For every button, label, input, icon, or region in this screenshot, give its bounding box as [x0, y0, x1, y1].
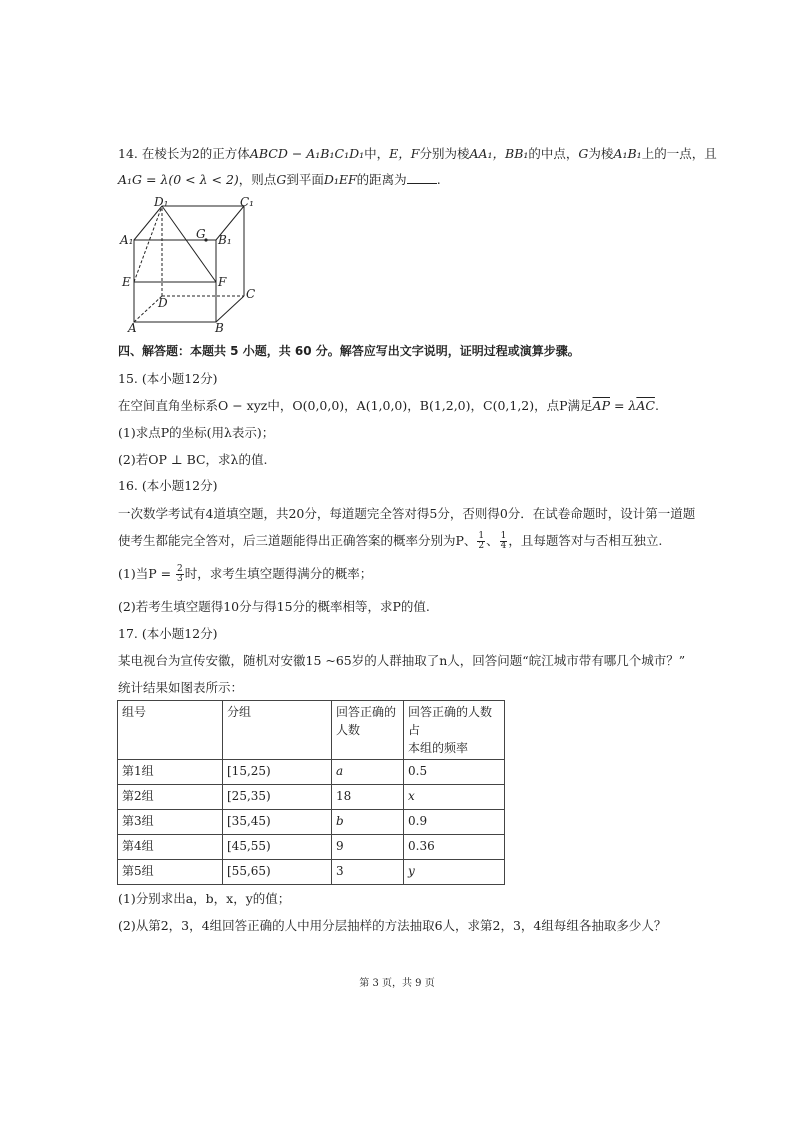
fraction-1-4 [500, 532, 508, 551]
q15-sub-1: (1)求点P的坐标(用λ表示)； [118, 425, 275, 440]
fraction-2-3 [176, 565, 184, 584]
table-cell: x [404, 785, 505, 810]
q14-text: 的中点， [528, 146, 579, 161]
q14-g: G [578, 146, 589, 161]
q16-text: 、 [486, 533, 499, 548]
q16-text: 时，求考生填空题得满分的概率； [184, 566, 373, 581]
table-header-cell [332, 701, 404, 760]
table-header-row [118, 701, 505, 760]
table-row [118, 860, 505, 885]
q14-text: 分别为棱 [419, 146, 470, 161]
table-cell: a [332, 760, 404, 785]
table-cell: 0.9 [404, 810, 505, 835]
q14-plane: D₁EF [323, 172, 357, 187]
table-cell: 0.5 [404, 760, 505, 785]
header-text: 回答正确的人数占 [408, 705, 493, 737]
q15-header: 15. (本小题12分) [118, 371, 218, 386]
q14-line-1 [118, 145, 717, 163]
table-row [118, 835, 505, 860]
table-cell: b [332, 810, 404, 835]
label-b1: B₁ [218, 233, 232, 247]
table-header-cell [223, 701, 332, 760]
table-cell: 9 [332, 835, 404, 860]
table-cell: 第4组 [118, 835, 223, 860]
header-text: 本组的频率 [408, 741, 469, 755]
q14-edge: A₁B₁ [613, 146, 642, 161]
q14-text: ，则点 [238, 172, 277, 187]
table-cell: y [404, 860, 505, 885]
q14-edges: AA₁，BB₁ [469, 146, 529, 161]
table-cell: 18 [332, 785, 404, 810]
header-text: 人数 [336, 723, 361, 737]
edge-bc [216, 296, 244, 322]
label-d1: D₁ [154, 195, 169, 209]
results-table [117, 700, 505, 885]
q17-sub-1: (1)分别求出a，b，x，y的值； [118, 891, 291, 906]
label-c: C [246, 287, 256, 301]
edge-a1d1 [134, 206, 162, 240]
header-text: 分组 [227, 705, 252, 719]
table-cell: [15,25) [223, 760, 332, 785]
table-header-cell [118, 701, 223, 760]
label-b: B [215, 321, 224, 334]
table-row [118, 810, 505, 835]
table-cell: [45,55) [223, 835, 332, 860]
table-row [118, 760, 505, 785]
q17-sub-2: (2)从第2，3，4组回答正确的人中用分层抽样的方法抽取6人，求第2，3，4组每组各抽取多少人？ [118, 918, 667, 933]
front-face [134, 240, 216, 322]
section-heading: 四、解答题：本题共 5 小题，共 60 分。解答应写出文字说明，证明过程或演算步骤。 [118, 344, 580, 358]
denominator: 2 [478, 541, 485, 551]
table-cell: 第5组 [118, 860, 223, 885]
q14-text: 到平面 [286, 172, 324, 187]
page-footer: 第 3 页，共 9 页 [359, 978, 435, 989]
q14-g: G [276, 172, 287, 187]
table-cell: 第1组 [118, 760, 223, 785]
answer-blank[interactable] [407, 171, 437, 184]
table-cell: 3 [332, 860, 404, 885]
q15-text: 在空间直角坐标系O − xyz中，O(0,0,0)，A(1,0,0)，B(1,2,0)，C(0,1,2)，点P满足 [118, 398, 593, 413]
q16-line-2 [118, 532, 662, 551]
q17-header: 17. (本小题12分) [118, 626, 218, 641]
q16-text: (1)当P = [118, 566, 176, 581]
table-cell: 第2组 [118, 785, 223, 810]
header-text: 回答正确的 [336, 705, 397, 719]
q14-line-2 [118, 171, 441, 189]
vector-ap: $\overline{AP}$ [592, 398, 610, 413]
label-a1: A₁ [120, 233, 134, 247]
q16-text: ，且每题答对与否相互独立. [508, 533, 663, 548]
q14-text: 14. 在棱长为2的正方体 [118, 146, 250, 161]
q15-line-1 [118, 397, 659, 415]
header-text: 组号 [122, 705, 147, 719]
q16-sub-1 [118, 565, 372, 584]
numerator: 1 [478, 531, 485, 541]
q17-line-2: 统计结果如图表所示： [118, 680, 244, 695]
denominator: 4 [500, 541, 507, 551]
table-cell: [35,45) [223, 810, 332, 835]
q16-sub-2: (2)若考生填空题得10分与得15分的概率相等，求P的值. [118, 599, 430, 614]
q15-sub-2: (2)若OP ⊥ BC，求λ的值. [118, 452, 268, 467]
table-cell: 0.36 [404, 835, 505, 860]
q14-text: 中， [364, 146, 390, 161]
q16-line-1: 一次数学考试有4道填空题，共20分，每道题完全答对得5分，否则得0分．在试卷命题时，设计第一道题 [118, 506, 696, 521]
label-c1: C₁ [240, 195, 254, 209]
segment-d1f [162, 206, 216, 282]
table-row [118, 785, 505, 810]
q14-condition: A₁G = λ(0 < λ < 2) [118, 172, 239, 187]
q15-text: . [654, 398, 659, 413]
cube-diagram [118, 192, 268, 334]
q17-line-1: 某电视台为宣传安徽，随机对安徽15 ~65岁的人群抽取了n人，回答问题“皖江城市带有哪几个城市？” [118, 653, 686, 668]
q14-text: 上的一点，且 [641, 146, 717, 161]
q15-eq: = λ [610, 398, 637, 413]
denominator: 3 [177, 574, 183, 584]
q14-text: 为棱 [588, 146, 614, 161]
table-cell: [25,35) [223, 785, 332, 810]
q14-cube-name: ABCD − A₁B₁C₁D₁ [249, 146, 365, 161]
table-cell: [55,65) [223, 860, 332, 885]
numerator: 2 [177, 564, 183, 574]
label-d: D [158, 296, 168, 310]
label-g: G [196, 227, 206, 241]
vector-ac: $\overline{AC}$ [636, 398, 655, 413]
label-f: F [218, 275, 227, 289]
label-a: A [128, 321, 137, 334]
table-cell: 第3组 [118, 810, 223, 835]
q14-ef: E，F [389, 146, 420, 161]
numerator: 1 [500, 531, 507, 541]
q14-text: 的距离为 [356, 172, 407, 187]
q16-header: 16. (本小题12分) [118, 478, 218, 493]
edge-ed1 [134, 206, 162, 282]
q16-text: 使考生都能完全答对，后三道题能得出正确答案的概率分别为P、 [118, 533, 477, 548]
label-e: E [122, 275, 131, 289]
q14-text: . [436, 172, 441, 187]
fraction-1-2 [477, 532, 485, 551]
table-header-cell [404, 701, 505, 760]
